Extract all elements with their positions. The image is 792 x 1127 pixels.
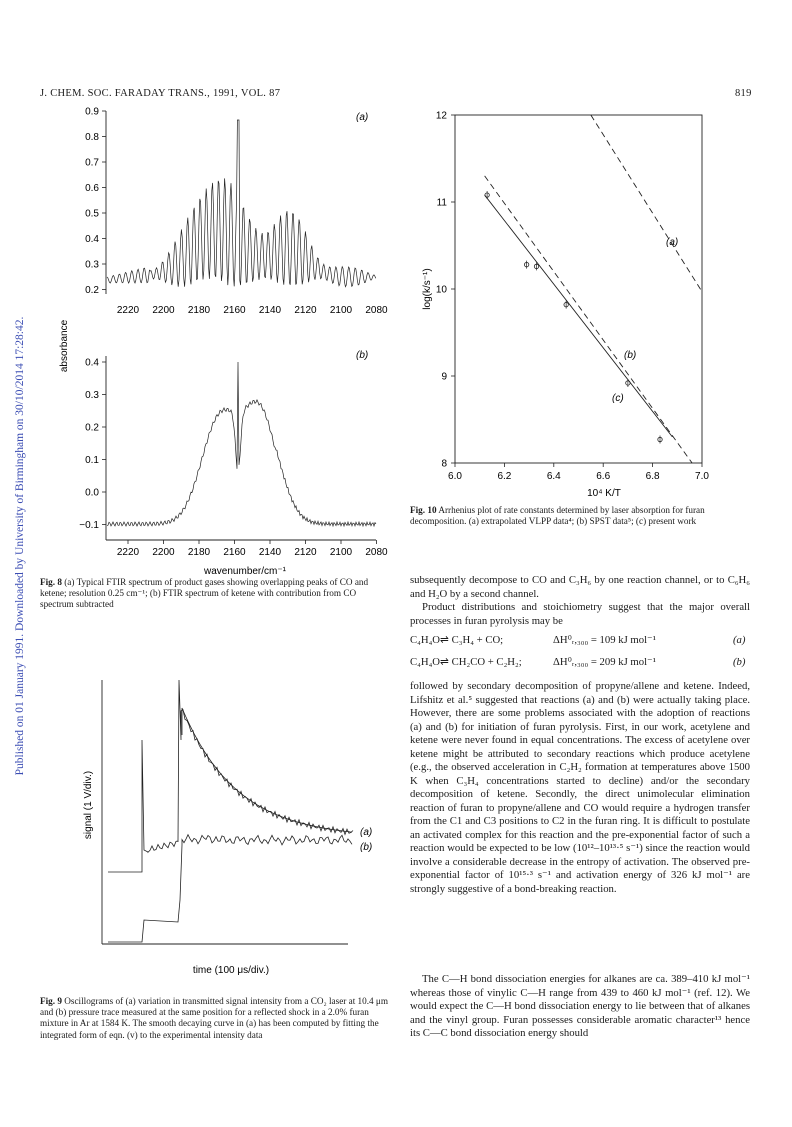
fig8a-xtick-label: 2140: [258, 305, 282, 316]
fig10-caption-text: Arrhenius plot of rate constants determined by laser absorption for furan decomposition. (a) extrapolated VLPP data⁴; (b) SPST data⁵; (c) present work: [410, 505, 705, 527]
fig8a-xtick-label: 2100: [329, 305, 353, 316]
fig10-caption: [410, 505, 748, 527]
fig9-caption: [40, 996, 390, 1041]
fig10-series-line: [485, 195, 673, 437]
fig10-xtick-label: 7.0: [695, 471, 709, 482]
fig8-caption: [40, 577, 390, 611]
journal-header: J. CHEM. SOC. FARADAY TRANS., 1991, VOL. 87: [40, 88, 281, 99]
fig10-label-c: (c): [612, 393, 624, 404]
paragraph-2: Product distributions and stoichiometry suggest that the major overall processes in furan pyrolysis may be: [410, 601, 750, 627]
page-number: 819: [735, 88, 752, 99]
fig8b-ytick-label: 0.2: [85, 422, 99, 434]
fig9-label-b: (b): [360, 842, 373, 853]
fig9-xlabel: time (100 μs/div.): [192, 965, 270, 976]
equation-a-enthalpy: ΔH⁰ᵣ,₃₀₀ = 109 kJ mol⁻¹: [553, 634, 656, 646]
paragraph-3: followed by secondary decomposition of propyne/allene and ketene. Indeed, Lifshitz et al.⁵ suggested that reactions (a) and (b) were actually taking place. However, there are some problems associated with the adoption of reactions (a) and (b) for initiation of furan pyrolysis. First, in our work, acetylene and ketene were never found in equal concentrations. The excess of acetylene over ketene might be attributed to secondary reactions which produce acetylene (e.g., the observed acceleration in C₂H₂ formation at temperatures above 1500 K when C₃H₄ concentrations started to decline) and/or the secondary decomposition of ketene. Secondly, the direct unimolecular elimination reaction of furan to propyne/allene and CO would require a hydrogen transfer from the C1 and C3 positions to C2 in the furan ring. It is difficult to postulate an activated complex for this reaction and the pre-exponential factor of such a reaction would be expected to be low (10¹²–10¹³·⁵ s⁻¹) since the reaction would involve a considerable decrease in the entropy of activation. The observed pre-exponential factor of 10¹⁵·³ s⁻¹ and activation energy of 326 kJ mol⁻¹ are strongly suggestive of a bond-breaking reaction.: [410, 680, 750, 895]
fig8-ylabel: absorbance: [59, 319, 70, 373]
fig10-ytick-label: 9: [441, 371, 447, 383]
fig8-caption-label: Fig. 8: [40, 577, 62, 587]
fig9-trace-b: [108, 835, 352, 942]
fig8a-spectrum-line: [107, 120, 376, 287]
equation-a: C₄H₄O⇌ C₃H₄ + CO;: [410, 634, 504, 646]
fig10-arrhenius-plot: [410, 100, 750, 500]
fig8a-xtick-label: 2120: [294, 305, 317, 316]
fig10-ytick-label: 10: [435, 284, 447, 296]
fig8b-ytick-label: 0.4: [85, 357, 99, 369]
fig8b-yaxis: [79, 358, 106, 532]
fig8a-xtick-label: 2160: [223, 305, 246, 316]
fig8b-ytick-label: −0.1: [79, 520, 99, 531]
fig8a-xtick-label: 2200: [152, 305, 175, 316]
fig10-frame: [455, 115, 702, 463]
fig10-xtick-label: 6.2: [497, 471, 512, 482]
download-watermark-text: Published on 01 January 1991. Downloaded by University of Birmingham on 30/10/2014 17:28:42.: [14, 316, 26, 776]
fig9-ylabel: signal (1 V/div.): [83, 770, 94, 840]
fig10-ylabel: log(k/s⁻¹): [422, 268, 433, 310]
fig10-caption-label: Fig. 10: [410, 505, 437, 515]
fig10-xtick-label: 6.8: [645, 471, 660, 482]
fig9-fit-curve: [182, 708, 352, 832]
fig9-caption-label: Fig. 9: [40, 996, 62, 1006]
fig8a-ytick-label: 0.2: [85, 285, 99, 296]
equation-a-tag: (a): [733, 634, 746, 646]
fig8a-xtick-label: 2180: [187, 305, 211, 316]
fig9-caption-text: Oscillograms of (a) variation in transmitted signal intensity from a CO₂ laser at 10.4 μm and (b) pressure trace measured at the same position for a reflected shock in a 2.0% furan mixture in Ar at 1584 K. The smooth decaying curve in (a) has been computed by fitting the integrated form of eqn. (v) to the experimental intensity data: [40, 996, 389, 1040]
fig8a-ytick-label: 0.8: [85, 132, 99, 143]
fig10-lines: [485, 115, 702, 463]
fig8a-xaxis: [117, 305, 388, 316]
fig9-oscillograms: [78, 680, 390, 982]
fig10-xtick-label: 6.4: [546, 471, 561, 482]
equation-b-enthalpy: ΔH⁰ᵣ,₃₀₀ = 209 kJ mol⁻¹: [553, 656, 656, 668]
fig8a-yaxis: [85, 107, 106, 297]
fig8b-xaxis: [117, 540, 388, 558]
fig8-caption-text: (a) Typical FTIR spectrum of product gases showing overlapping peaks of CO and ketene; resolution 0.25 cm⁻¹; (b) FTIR spectrum of ketene with contribution from CO spectrum subtracted: [40, 577, 369, 610]
download-watermark: [6, 0, 26, 1127]
fig8-xlabel: wavenumber/cm⁻¹: [204, 566, 286, 577]
fig8b-spectrum-line: [107, 362, 376, 526]
fig8a-panel-label: (a): [356, 112, 369, 123]
fig8b-xtick-label: 2160: [223, 547, 246, 558]
fig9-label-a: (a): [360, 827, 373, 838]
paragraph-4: The C—H bond dissociation energies for alkanes are ca. 389–410 kJ mol⁻¹ whereas those of vinylic C—H range from 439 to 460 kJ mol⁻¹ (ref. 12). We would expect the C—H bond dissociation energy to lie between that of alkanes and the vinyl group. Furan possesses considerable aromatic character¹³ hence its C—C bond dissociation energy should: [410, 973, 750, 1039]
fig8b-xtick-label: 2080: [365, 547, 388, 558]
fig10-series-line: [591, 115, 702, 292]
fig10-label-b: (b): [624, 350, 637, 361]
fig8a-ytick-label: 0.5: [85, 208, 99, 220]
fig8a-ytick-label: 0.4: [85, 234, 99, 245]
fig10-xaxis: [448, 463, 709, 482]
fig8b-xtick-label: 2180: [187, 547, 211, 558]
fig8a-ytick-label: 0.3: [85, 259, 99, 271]
fig8a-ytick-label: 0.7: [85, 157, 99, 169]
fig8a-ytick-label: 0.6: [85, 183, 99, 194]
fig8-spectra: [40, 100, 390, 578]
fig8b-ytick-label: 0.0: [85, 487, 99, 499]
fig8a-xtick-label: 2220: [116, 305, 140, 316]
fig8b-ytick-label: 0.1: [85, 455, 99, 466]
fig10-xlabel: 10⁴ K/T: [587, 488, 621, 499]
fig8b-xtick-label: 2220: [116, 547, 140, 558]
equation-b: C₄H₄O⇌ CH₂CO + C₂H₂;: [410, 656, 522, 668]
fig10-points: [485, 191, 662, 443]
fig8b-ytick-label: 0.3: [85, 390, 99, 401]
fig8a-xtick-label: 2080: [365, 305, 388, 316]
fig10-label-a: (a): [666, 237, 679, 248]
fig8b-panel-label: (b): [356, 350, 369, 361]
equation-b-tag: (b): [733, 656, 746, 668]
fig10-xtick-label: 6.6: [596, 471, 611, 482]
fig8a-ytick-label: 0.9: [85, 106, 99, 118]
fig10-yaxis: [436, 111, 455, 470]
fig10-ytick-label: 8: [441, 458, 447, 470]
fig8b-xtick-label: 2120: [294, 547, 317, 558]
fig8b-xtick-label: 2200: [152, 547, 175, 558]
fig8b-xtick-label: 2100: [329, 547, 353, 558]
fig8b-xtick-label: 2140: [258, 547, 282, 558]
fig10-series-line: [485, 176, 692, 463]
paragraph-1: subsequently decompose to CO and C₃H₆ by one reaction channel, or to C₆H₆ and H₂O by a second channel.: [410, 574, 750, 600]
fig10-xtick-label: 6.0: [448, 471, 462, 482]
fig10-ytick-label: 11: [436, 197, 447, 209]
fig10-ytick-label: 12: [435, 110, 447, 122]
